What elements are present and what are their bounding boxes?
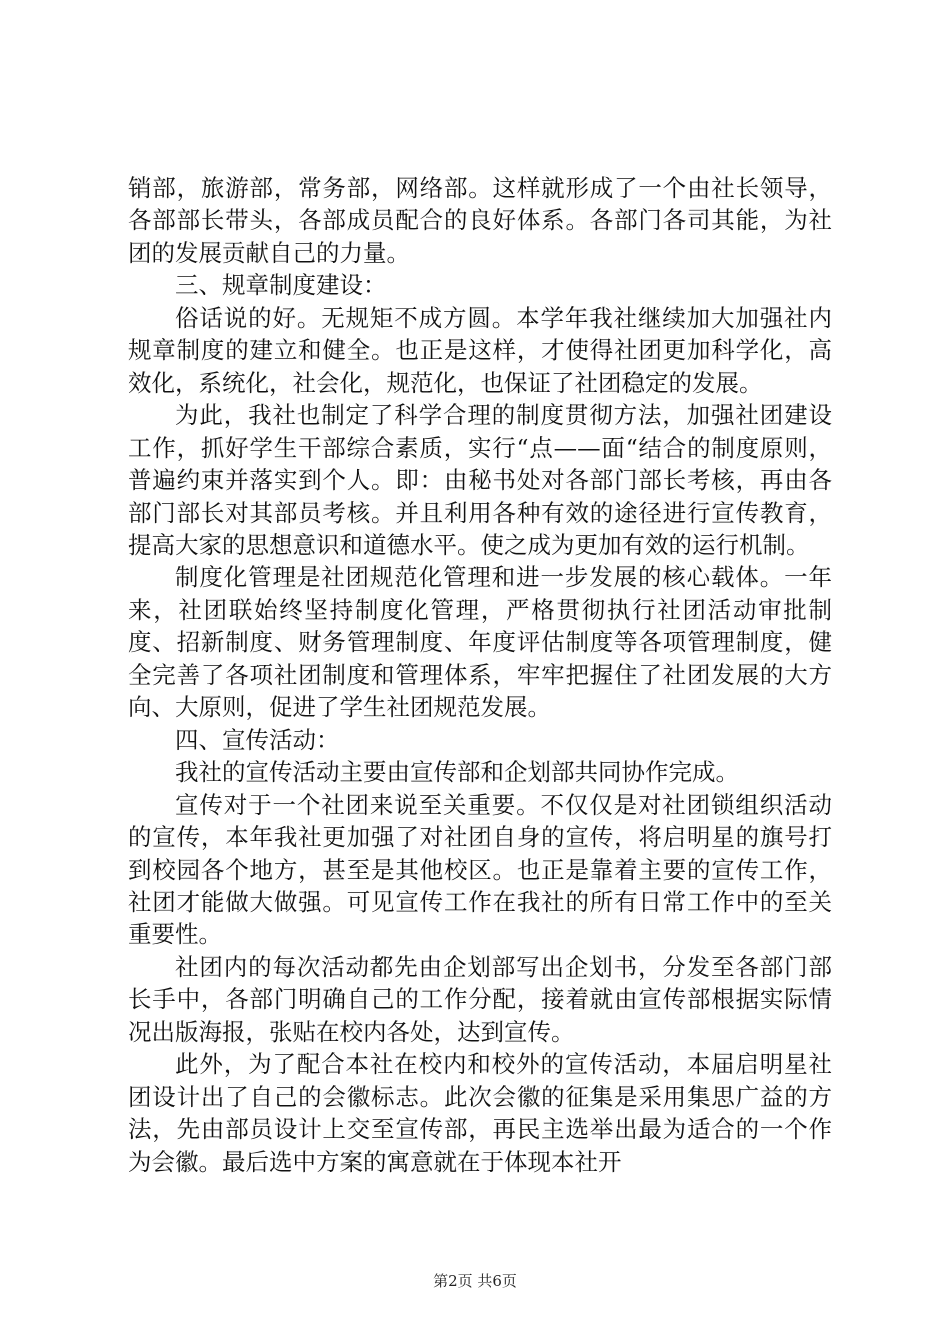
document-body <box>128 172 832 1178</box>
paragraph: 此外，为了配合本社在校内和校外的宣传活动，本届启明星社团设计出了自己的会徽标志。此次会徽的征集是采用集思广益的方法，先由部员设计上交至宣传部，再民主选举出最为适合的一个作为会徽。最后选中方案的寓意就在于体现本社开 <box>128 1050 832 1176</box>
paragraph-continued: 销部，旅游部，常务部，网络部。这样就形成了一个由社长领导，各部部长带头，各部成员配合的良好体系。各部门各司其能，为社团的发展贡献自己的力量。 <box>128 174 832 267</box>
section-heading-publicity: 四、宣传活动： <box>175 725 340 754</box>
paragraph: 宣传对于一个社团来说至关重要。不仅仅是对社团锁组织活动的宣传，本年我社更加强了对社团自身的宣传，将启明星的旗号打到校园各个地方，甚至是其他校区。也正是靠着主要的宣传工作，社团才能做大做强。可见宣传工作在我社的所有日常工作中的至关重要性。 <box>128 790 832 949</box>
paragraph: 俗话说的好。无规矩不成方圆。本学年我社继续加大加强社内规章制度的建立和健全。也正是这样，才使得社团更加科学化，高效化，系统化，社会化，规范化，也保证了社团稳定的发展。 <box>128 303 832 397</box>
section-heading-rules: 三、规章制度建设： <box>175 271 387 300</box>
paragraph: 社团内的每次活动都先由企划部写出企划书，分发至各部门部长手中，各部门明确自己的工作分配，接着就由宣传部根据实际情况出版海报，张贴在校内各处，达到宣传。 <box>128 952 832 1046</box>
paragraph: 为此，我社也制定了科学合理的制度贯彻方法，加强社团建设工作，抓好学生干部综合素质，实行“点——面“结合的制度原则，普遍约束并落实到个人。即：由秘书处对各部门部长考核，再由各部门部长对其部员考核。并且利用各种有效的途径进行宣传教育，提高大家的思想意识和道德水平。使之成为更加有效的运行机制。 <box>128 401 832 559</box>
paragraph: 我社的宣传活动主要由宣传部和企划部共同协作完成。 <box>175 758 739 787</box>
page-number-footer: 第2页 共6页 <box>433 1272 517 1290</box>
paragraph: 制度化管理是社团规范化管理和进一步发展的核心载体。一年来，社团联始终坚持制度化管理，严格贯彻执行社团活动审批制度、招新制度、财务管理制度、年度评估制度等各项管理制度，健全完善了各项社团制度和管理体系，牢牢把握住了社团发展的大方向、大原则，促进了学生社团规范发展。 <box>128 563 832 722</box>
